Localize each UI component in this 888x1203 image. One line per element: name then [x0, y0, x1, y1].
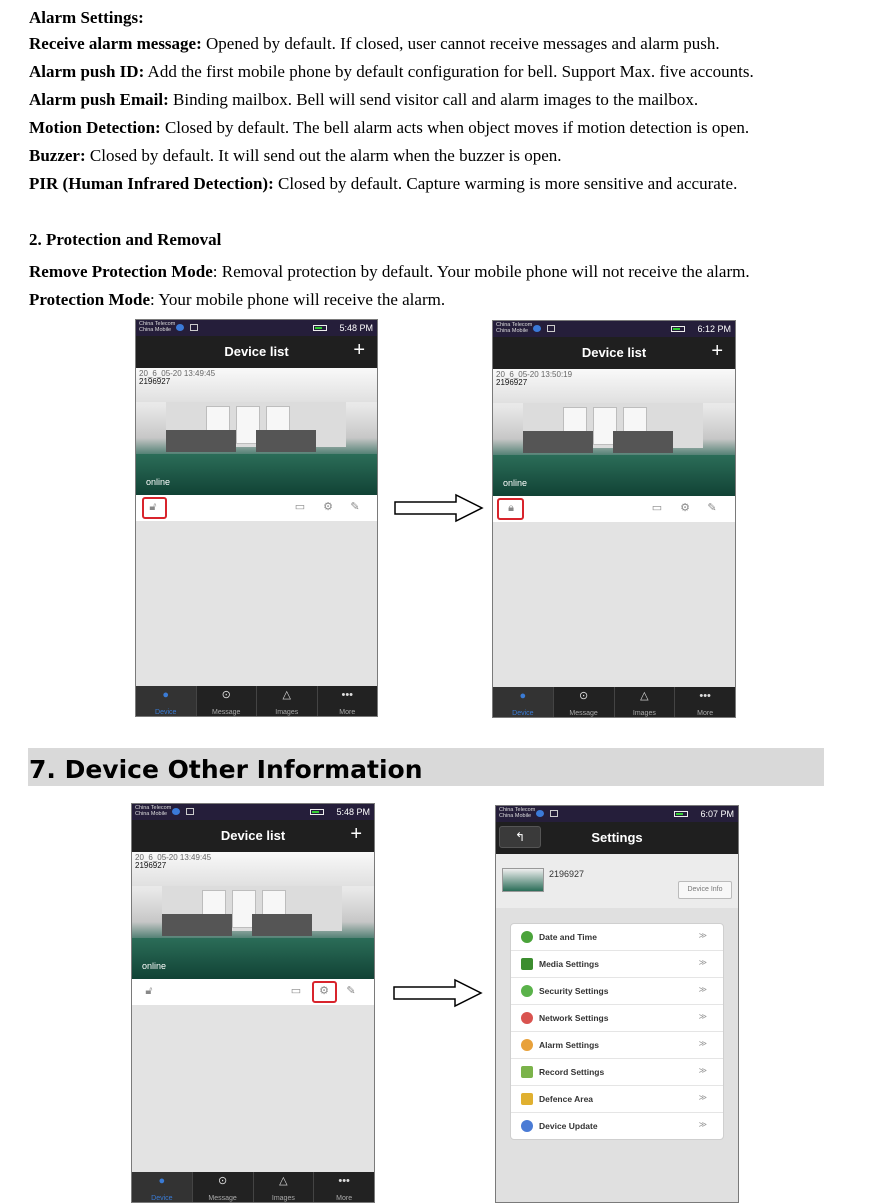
right-arrow-icon: [394, 493, 484, 523]
protection-item-remove: Remove Protection Mode: Removal protection by default. Your mobile phone will not receive the alarm.: [29, 262, 750, 281]
nav-device[interactable]: ● Device: [132, 1172, 193, 1202]
app-icon: [536, 810, 544, 817]
status-time: 5:48 PM: [336, 807, 370, 817]
video-icon[interactable]: ▭: [294, 501, 306, 513]
camera-preview[interactable]: [132, 852, 374, 979]
status-bar: [132, 804, 374, 820]
lock-icon[interactable]: 🔒︎: [508, 502, 514, 514]
device-thumbnail: [502, 868, 544, 892]
bell-icon: [521, 1039, 533, 1051]
clock-icon: [521, 931, 533, 943]
device-id: 2196927: [549, 869, 585, 879]
settings-item-defence-area[interactable]: Defence Area ≫: [511, 1086, 723, 1113]
highlight-box: [497, 498, 524, 520]
message-icon: ⊙: [218, 1175, 228, 1187]
images-icon: △: [640, 690, 649, 702]
shield-icon: [521, 985, 533, 997]
online-status: online: [146, 477, 171, 487]
protection-heading: 2. Protection and Removal: [29, 230, 222, 249]
nav-message[interactable]: ⊙ Message: [197, 686, 258, 716]
add-device-button[interactable]: +: [711, 340, 723, 362]
settings-item-alarm[interactable]: Alarm Settings ≫: [511, 1032, 723, 1059]
settings-item-device-update[interactable]: Device Update ≫: [511, 1113, 723, 1139]
record-icon: [521, 1066, 533, 1078]
more-icon: •••: [338, 1175, 350, 1187]
status-time: 6:07 PM: [700, 809, 734, 819]
gear-icon[interactable]: ⚙: [319, 985, 329, 997]
alarm-settings-heading: Alarm Settings:: [29, 8, 144, 27]
online-status: online: [142, 961, 167, 971]
alarm-item-buzzer: Buzzer: Closed by default. It will send out the alarm when the buzzer is open.: [29, 146, 562, 165]
camera-floor: [493, 455, 735, 496]
image-icon: [186, 808, 194, 815]
lock-icon: [521, 1093, 533, 1105]
phone-screenshot-1: [135, 319, 378, 717]
edit-icon[interactable]: ✎: [707, 502, 717, 514]
alarm-item-push-email: Alarm push Email: Binding mailbox. Bell will send visitor call and alarm images to the mailbox.: [29, 90, 699, 109]
edit-icon[interactable]: ✎: [346, 985, 356, 997]
camera-timestamp: 20_6_05-20 13:49:45: [139, 369, 216, 378]
carrier-label: China Telecom China Mobile: [496, 322, 533, 334]
protection-item-mode: Protection Mode: Your mobile phone will receive the alarm.: [29, 290, 446, 309]
message-icon: ⊙: [579, 690, 589, 702]
back-arrow-icon: ↰: [514, 830, 526, 844]
person-icon: ●: [158, 1175, 166, 1187]
camera-device-id: 2196927: [135, 861, 167, 870]
camera-desk: [162, 914, 232, 936]
chevron-right-icon: ≫: [698, 1039, 707, 1048]
status-bar: [136, 320, 377, 336]
nav-message[interactable]: ⊙ Message: [193, 1172, 254, 1202]
settings-item-network[interactable]: Network Settings ≫: [511, 1005, 723, 1032]
image-icon: [547, 325, 555, 332]
image-icon: [550, 810, 558, 817]
more-icon: •••: [341, 689, 354, 701]
camera-preview[interactable]: [136, 368, 377, 495]
device-toolbar: [136, 495, 377, 521]
phone-screenshot-2: [492, 320, 736, 718]
more-icon: •••: [699, 690, 711, 702]
chevron-right-icon: ≫: [698, 1093, 707, 1102]
page-title: Device list: [220, 828, 286, 843]
app-icon: [176, 324, 184, 331]
app-icon: [533, 325, 541, 332]
device-summary: [496, 854, 738, 908]
gear-icon[interactable]: ⚙: [680, 502, 690, 514]
right-arrow-icon: [393, 978, 483, 1008]
title-bar: [136, 336, 377, 368]
online-status: online: [503, 478, 528, 488]
camera-timestamp: 20_6_05-20 13:49:45: [135, 853, 212, 862]
nav-images[interactable]: △ Images: [257, 686, 318, 716]
title-bar: [132, 820, 374, 852]
camera-preview[interactable]: [493, 369, 735, 496]
device-toolbar: [132, 979, 374, 1005]
chevron-right-icon: ≫: [698, 1120, 707, 1129]
chevron-right-icon: ≫: [698, 1012, 707, 1021]
nav-images[interactable]: △ Images: [615, 687, 676, 717]
status-bar: [493, 321, 735, 337]
update-icon: [521, 1120, 533, 1132]
person-icon: ●: [519, 690, 527, 702]
camera-floor: [132, 938, 374, 979]
alarm-item-motion: Motion Detection: Closed by default. The bell alarm acts when object moves if motion detection is open.: [29, 118, 750, 137]
carrier-label: China Telecom China Mobile: [135, 805, 172, 817]
app-icon: [172, 808, 180, 815]
camera-desk: [523, 431, 593, 453]
carrier-label: China Telecom China Mobile: [139, 321, 176, 333]
page-title: Device list: [224, 344, 289, 359]
camera-device-id: 2196927: [139, 377, 171, 386]
status-time: 5:48 PM: [339, 323, 373, 333]
camera-desk: [256, 430, 316, 452]
alarm-item-pir: PIR (Human Infrared Detection): Closed by default. Capture warming is more sensitive and accurate.: [29, 174, 738, 193]
page-title: Device list: [581, 345, 647, 360]
camera-floor: [136, 454, 377, 495]
bottom-nav: [132, 1172, 374, 1202]
bottom-nav: [493, 687, 735, 717]
nav-more[interactable]: ••• More: [675, 687, 735, 717]
gear-icon[interactable]: ⚙: [323, 501, 333, 513]
images-icon: △: [279, 1175, 288, 1187]
device-toolbar: [493, 496, 735, 522]
image-icon: [190, 324, 198, 331]
camera-desk: [252, 914, 312, 936]
nav-device[interactable]: ● Device: [136, 686, 197, 716]
lock-icon[interactable]: 🔓︎: [149, 501, 157, 513]
camera-desk: [613, 431, 673, 453]
status-time: 6:12 PM: [697, 324, 731, 334]
message-icon: ⊙: [221, 689, 231, 701]
add-device-button[interactable]: +: [353, 339, 365, 361]
nav-more[interactable]: ••• More: [318, 686, 378, 716]
antenna-icon: [521, 1012, 533, 1024]
section-title: 7. Device Other Information: [29, 755, 423, 784]
alarm-item-push-id: Alarm push ID: Add the first mobile phone by default configuration for bell. Support Max. five accounts.: [29, 62, 754, 81]
nav-images[interactable]: △ Images: [254, 1172, 315, 1202]
edit-icon[interactable]: ✎: [350, 501, 360, 513]
chevron-right-icon: ≫: [698, 985, 707, 994]
device-info-button[interactable]: Device Info: [678, 881, 732, 899]
chevron-right-icon: ≫: [698, 931, 707, 940]
nav-more[interactable]: ••• More: [314, 1172, 374, 1202]
settings-item-record[interactable]: Record Settings ≫: [511, 1059, 723, 1086]
camera-device-id: 2196927: [496, 378, 528, 387]
chevron-right-icon: ≫: [698, 958, 707, 967]
highlight-box: [312, 981, 337, 1003]
status-bar: [496, 806, 738, 822]
carrier-label: China Telecom China Mobile: [499, 807, 536, 819]
alarm-item-receive: Receive alarm message: Opened by default. If closed, user cannot receive messages and alarm push.: [29, 34, 720, 53]
battery-icon: [671, 326, 685, 332]
battery-icon: [313, 325, 327, 331]
battery-icon: [674, 811, 688, 817]
phone-screenshot-3: [131, 803, 375, 1203]
title-bar: [496, 822, 738, 854]
settings-item-media[interactable]: Media Settings ≫: [511, 951, 723, 978]
person-icon: ●: [162, 689, 170, 701]
media-icon: [521, 958, 533, 970]
add-device-button[interactable]: +: [350, 823, 362, 845]
highlight-box: [142, 497, 167, 519]
camera-timestamp: 20_6_05-20 13:50:19: [496, 370, 573, 379]
page-title: Settings: [591, 830, 643, 845]
images-icon: △: [282, 689, 291, 701]
nav-message[interactable]: ⊙ Message: [554, 687, 615, 717]
settings-item-date-time[interactable]: Date and Time ≫: [511, 924, 723, 951]
title-bar: [493, 337, 735, 369]
battery-icon: [310, 809, 324, 815]
settings-item-security[interactable]: Security Settings ≫: [511, 978, 723, 1005]
nav-device[interactable]: ● Device: [493, 687, 554, 717]
lock-icon[interactable]: 🔓︎: [145, 985, 153, 997]
video-icon[interactable]: ▭: [290, 985, 302, 997]
settings-list: [510, 923, 724, 1140]
video-icon[interactable]: ▭: [651, 502, 663, 514]
phone-screenshot-4: [495, 805, 739, 1203]
chevron-right-icon: ≫: [698, 1066, 707, 1075]
bottom-nav: [136, 686, 377, 716]
camera-desk: [166, 430, 236, 452]
